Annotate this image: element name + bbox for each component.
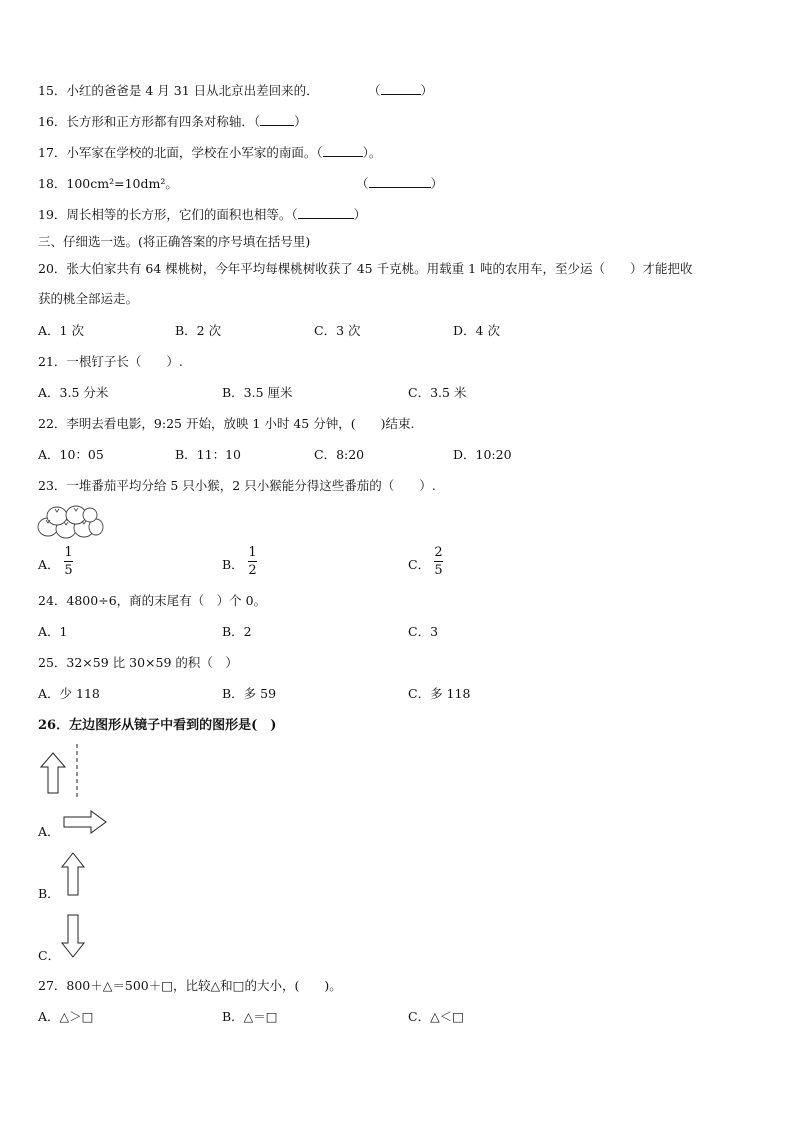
option-a[interactable]: A．1 次: [38, 323, 84, 338]
question-number: 23．: [38, 478, 67, 493]
denominator: 2: [248, 563, 257, 578]
question-text: 周长相等的长方形，它们的面积也相等。（: [66, 207, 298, 222]
question-18: [38, 176, 178, 192]
option-b[interactable]: B．2: [222, 624, 252, 639]
option-c-label[interactable]: C．: [408, 557, 431, 572]
question-number: 25．: [38, 655, 67, 670]
question-text: 左边图形从镜子中看到的图形是( ): [69, 718, 277, 733]
answer-paren-15: （ ）: [368, 83, 434, 98]
option-a[interactable]: A．△＞□: [38, 1009, 94, 1024]
question-23: [38, 478, 436, 494]
question-text: 李明去看电影，9:25 开始，放映 1 小时 45 分钟，( )结束.: [66, 416, 415, 431]
option-b[interactable]: B．3.5 厘米: [222, 385, 293, 400]
answer-blank[interactable]: [369, 176, 431, 188]
question-text: 800＋△＝500＋□，比较△和□的大小，( )。: [66, 978, 342, 993]
option-a-fraction: [64, 545, 73, 578]
section-title: 三、仔细选一选。(将正确答案的序号填在括号里): [38, 234, 311, 249]
question-21: [38, 354, 183, 370]
option-a[interactable]: A．1: [38, 624, 68, 639]
option-c[interactable]: C．多 118: [408, 686, 471, 701]
tomato-pile-icon: [36, 503, 104, 539]
question-number: 26．: [38, 718, 70, 733]
question-16: 16．长方形和正方形都有四条对称轴．（ ）: [38, 114, 307, 129]
option-b-label[interactable]: B．: [222, 557, 244, 572]
answer-blank[interactable]: [260, 114, 294, 126]
option-c[interactable]: C．3.5 米: [408, 385, 467, 400]
question-text: 一根钉子长（ ）.: [66, 354, 183, 369]
question-15: [38, 83, 319, 99]
question-number: 18．: [38, 176, 67, 191]
answer-blank[interactable]: [323, 145, 363, 157]
question-text: 张大伯家共有 64 棵桃树，今年平均每棵桃树收获了 45 千克桃。用载重 1 吨的农用车，至少运（ ）才能把收: [66, 261, 693, 276]
option-c[interactable]: C．3 次: [314, 323, 361, 338]
question-text: 一堆番茄平均分给 5 只小猴，2 只小猴能分得这些番茄的（ ）.: [66, 478, 436, 493]
question-19: 19．周长相等的长方形，它们的面积也相等。（ ）: [38, 207, 367, 222]
question-25: [38, 655, 238, 671]
option-a[interactable]: A．10：05: [38, 447, 104, 462]
option-a-label[interactable]: A．: [38, 557, 60, 572]
question-22: [38, 416, 414, 432]
option-b-fraction: [248, 545, 257, 578]
arrow-down-icon[interactable]: [61, 914, 85, 958]
question-text: 100cm²=10dm²。: [66, 176, 178, 191]
question-20: [38, 261, 693, 277]
question-number: 27．: [38, 978, 67, 993]
arrow-right-icon[interactable]: [63, 810, 107, 834]
option-b[interactable]: B．△＝□: [222, 1009, 278, 1024]
option-c-label[interactable]: C．: [38, 948, 61, 963]
arrow-up-icon: [40, 752, 66, 794]
option-b[interactable]: B．11：10: [175, 447, 241, 462]
question-number: 19．: [38, 207, 67, 222]
fraction-bar: [248, 561, 257, 562]
question-text: 32×59 比 30×59 的积（ ）: [66, 655, 238, 670]
question-number: 24．: [38, 593, 67, 608]
fraction-bar: [64, 561, 73, 562]
numerator: 1: [248, 545, 257, 560]
question-17: 17．小军家在学校的北面，学校在小军家的南面。（ ）。: [38, 145, 382, 160]
answer-blank[interactable]: [298, 207, 354, 219]
question-number: 16．: [38, 114, 67, 129]
answer-paren-18: （ ）: [356, 176, 444, 191]
question-text: 长方形和正方形都有四条对称轴．（: [66, 114, 261, 129]
option-a-label[interactable]: A．: [38, 824, 60, 839]
question-number: 22．: [38, 416, 67, 431]
question-26: [38, 718, 276, 734]
mirror-line-icon: [75, 744, 79, 800]
option-b[interactable]: B．2 次: [175, 323, 222, 338]
option-b-label[interactable]: B．: [38, 886, 60, 901]
option-c-fraction: [434, 545, 443, 578]
question-number: 20．: [38, 261, 67, 276]
denominator: 5: [434, 563, 443, 578]
option-b[interactable]: B．多 59: [222, 686, 277, 701]
arrow-up-icon[interactable]: [61, 852, 85, 896]
denominator: 5: [64, 563, 73, 578]
question-text: 小红的爸爸是 4 月 31 日从北京出差回来的．: [66, 83, 319, 98]
option-a[interactable]: A．3.5 分米: [38, 385, 109, 400]
question-20-line-2: 获的桃全部运走。: [38, 291, 139, 306]
option-c[interactable]: C．3: [408, 624, 439, 639]
answer-blank[interactable]: [381, 83, 421, 95]
numerator: 1: [64, 545, 73, 560]
option-a[interactable]: A．少 118: [38, 686, 100, 701]
question-27: [38, 978, 342, 994]
option-c[interactable]: C．8:20: [314, 447, 365, 462]
option-d[interactable]: D．4 次: [453, 323, 500, 338]
question-number: 15．: [38, 83, 67, 98]
option-d[interactable]: D．10:20: [453, 447, 512, 462]
question-24: [38, 593, 266, 609]
question-text: 小军家在学校的北面，学校在小军家的南面。（: [66, 145, 323, 160]
numerator: 2: [434, 545, 443, 560]
question-number: 17．: [38, 145, 67, 160]
option-c[interactable]: C．△＜□: [408, 1009, 464, 1024]
question-number: 21．: [38, 354, 67, 369]
question-text: 4800÷6，商的末尾有（ ）个 0。: [66, 593, 267, 608]
fraction-bar: [434, 561, 443, 562]
